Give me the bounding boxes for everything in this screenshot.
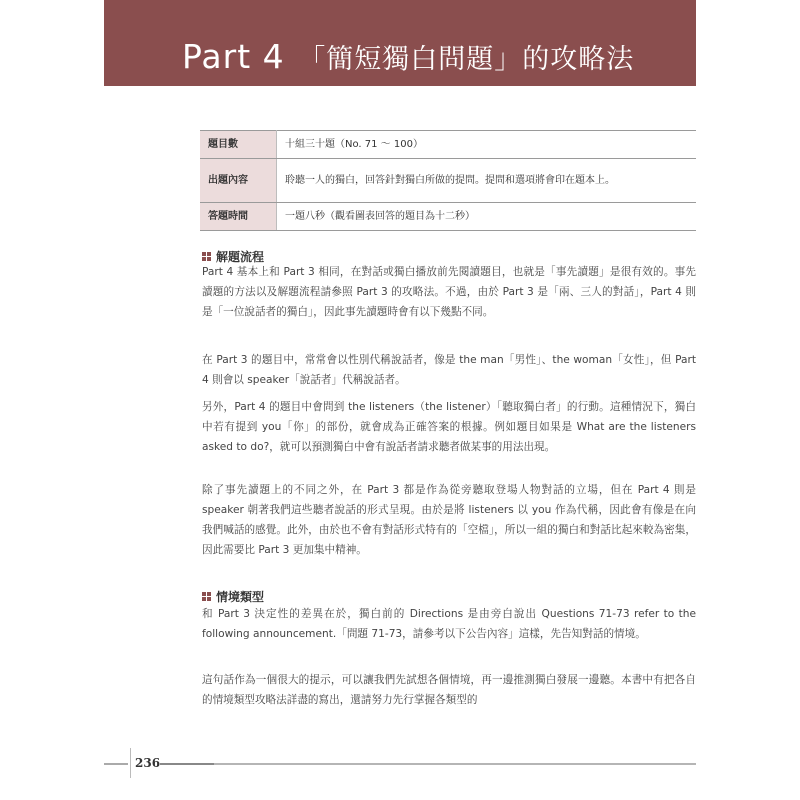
paragraph: Part 4 基本上和 Part 3 相同，在對話或獨白播放前先閱讀題目，也就是「事先讀題」是很有效的。事先讀題的方法以及解題流程請參照 Part 3 的攻略法。不過，由於 Part 3 是「兩、三人的對話」，Part 4 則是「一位說話者的獨白」，因此事先讀題時會有以下幾點不同。 xyxy=(202,266,696,318)
table-key: 答題時間 xyxy=(200,203,277,231)
chapter-header xyxy=(104,0,696,86)
paragraph: 除了事先讀題上的不同之外，在 Part 3 都是作為從旁聽取登場人物對話的立場，但在 Part 4 則是 speaker 朝著我們這些聽者說話的形式呈現。由於是將 listeners 以 you 作為代稱，因此會有像是在向我們喊話的感覺。此外，由於也不會有對話形式特有的「空檔」，所以一組的獨白和對話比起來較為密集，因此需要比 Part 3 更加集中精神。 xyxy=(202,484,696,556)
table-key: 題目數 xyxy=(200,131,277,159)
paragraph: 另外，Part 4 的題目中會問到 the listeners（the listener）「聽取獨白者」的行動。這種情況下，獨白中若有提到 you「你」的部份，就會成為正確答案的根據。例如題目如果是 What are the listeners asked to do?，就可以預測獨白中會有說話者請求聽者做某事的用法出現。 xyxy=(202,401,696,453)
footer-rule xyxy=(104,763,128,765)
chapter-title-text: 「簡短獨白問題」的攻略法 xyxy=(298,44,635,75)
table-value: 一題八秒（觀看圖表回答的題目為十二秒） xyxy=(277,203,697,231)
table-row xyxy=(200,159,696,203)
footer-divider xyxy=(130,748,131,778)
section-heading-text: 解題流程 xyxy=(216,250,265,264)
paragraph: 和 Part 3 決定性的差異在於，獨白前的 Directions 是由旁白說出 Questions 71-73 refer to the following announcement.「問題 71-73，請參考以下公告內容」這樣，先告知對話的情境。 xyxy=(202,608,696,640)
square-bullet-icon xyxy=(202,252,211,261)
table-value: 聆聽一人的獨白，回答針對獨白所做的提問。提問和選項將會印在題本上。 xyxy=(277,159,697,203)
table-row xyxy=(200,203,696,231)
info-table xyxy=(200,130,696,231)
table-row xyxy=(200,131,696,159)
chapter-part-label: Part 4 xyxy=(182,37,285,76)
section-heading-text: 情境類型 xyxy=(216,590,265,604)
square-bullet-icon xyxy=(202,592,211,601)
table-value: 十組三十題（No. 71 ～ 100） xyxy=(277,131,697,159)
table-key: 出題內容 xyxy=(200,159,277,203)
section-heading-scenario-types xyxy=(202,588,264,605)
paragraph: 在 Part 3 的題目中，常常會以性別代稱說話者，像是 the man「男性」、the woman「女性」，但 Part 4 則會以 speaker「說話者」代稱說話者。 xyxy=(202,354,696,386)
page xyxy=(104,0,696,800)
chapter-title xyxy=(182,37,635,76)
paragraph: 這句話作為一個很大的提示，可以讓我們先試想各個情境，再一邊推測獨白發展一邊聽。本書中有把各自的情境類型攻略法詳盡的寫出，還請努力先行掌握各類型的 xyxy=(202,674,696,706)
footer-rule xyxy=(214,763,696,765)
footer-rule xyxy=(160,763,214,765)
page-number: 236 xyxy=(135,756,161,770)
